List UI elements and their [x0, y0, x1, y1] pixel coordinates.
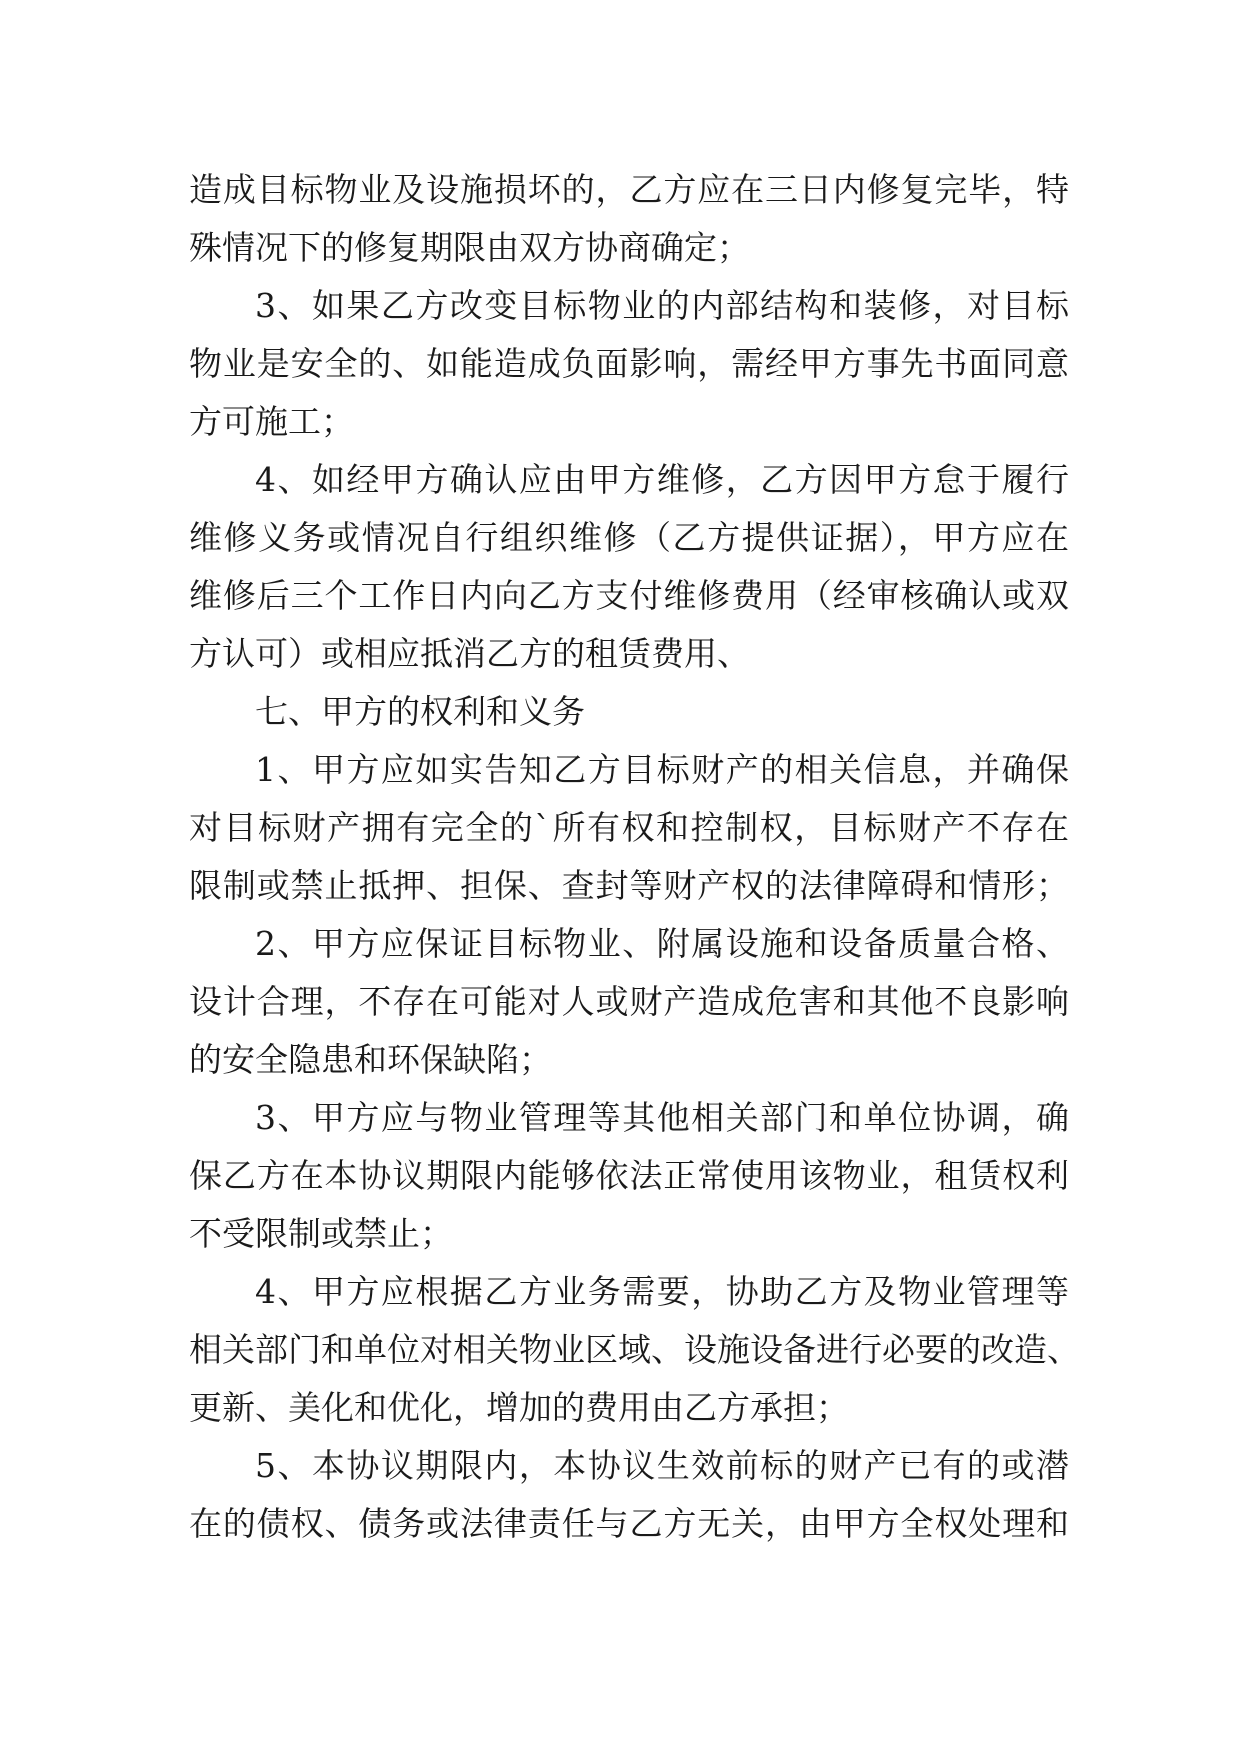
text-line: 造成目标物业及设施损坏的，乙方应在三日内修复完毕，特 [189, 170, 1069, 209]
text-line: 对目标财产拥有完全的`所有权和控制权，目标财产不存在 [189, 808, 1069, 847]
section-heading: 七、甲方的权利和义务 [255, 692, 585, 731]
text-line: 的安全隐患和环保缺陷； [189, 1040, 552, 1079]
text-line: 方可施工； [189, 402, 354, 441]
text-line: 不受限制或禁止； [189, 1214, 453, 1253]
text-line: 殊情况下的修复期限由双方协商确定； [189, 228, 750, 267]
text-line: 4、甲方应根据乙方业务需要，协助乙方及物业管理等 [255, 1272, 1069, 1311]
text-line: 3、如果乙方改变目标物业的内部结构和装修，对目标 [255, 286, 1069, 325]
text-line: 3、甲方应与物业管理等其他相关部门和单位协调，确 [255, 1098, 1069, 1137]
text-line: 限制或禁止抵押、担保、查封等财产权的法律障碍和情形； [189, 866, 1069, 905]
text-line: 维修后三个工作日内向乙方支付维修费用（经审核确认或双 [189, 576, 1069, 615]
text-line: 物业是安全的、如能造成负面影响，需经甲方事先书面同意 [189, 344, 1069, 383]
text-line: 2、甲方应保证目标物业、附属设施和设备质量合格、 [255, 924, 1069, 963]
text-line: 4、如经甲方确认应由甲方维修，乙方因甲方怠于履行 [255, 460, 1069, 499]
text-line: 方认可）或相应抵消乙方的租赁费用、 [189, 634, 750, 673]
text-line: 保乙方在本协议期限内能够依法正常使用该物业，租赁权利 [189, 1156, 1069, 1195]
text-line: 5、本协议期限内，本协议生效前标的财产已有的或潜 [255, 1446, 1069, 1485]
text-line: 在的债权、债务或法律责任与乙方无关，由甲方全权处理和 [189, 1504, 1069, 1543]
text-line: 设计合理，不存在可能对人或财产造成危害和其他不良影响 [189, 982, 1069, 1021]
text-line: 相关部门和单位对相关物业区域、设施设备进行必要的改造、 [189, 1330, 1080, 1369]
text-line: 更新、美化和优化，增加的费用由乙方承担； [189, 1388, 849, 1427]
text-line: 1、甲方应如实告知乙方目标财产的相关信息，并确保 [255, 750, 1069, 789]
text-line: 维修义务或情况自行组织维修（乙方提供证据），甲方应在 [189, 518, 1069, 557]
